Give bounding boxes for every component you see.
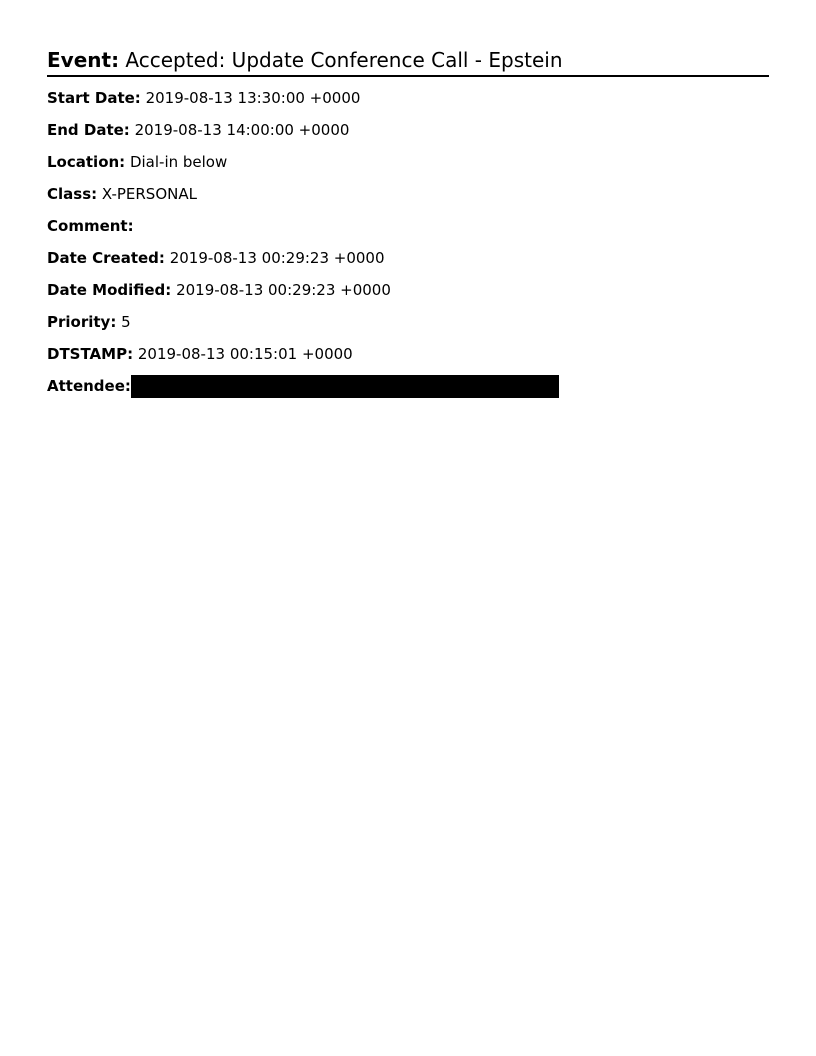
date-modified-value: 2019-08-13 00:29:23 +0000 [176, 281, 391, 299]
dtstamp-value: 2019-08-13 00:15:01 +0000 [137, 345, 353, 363]
priority-row [47, 312, 769, 332]
comment-label: Comment: [47, 217, 134, 235]
date-modified-label: Date Modified: [47, 281, 172, 299]
redaction-block [131, 375, 559, 398]
date-created-row [47, 248, 769, 268]
location-row [47, 152, 769, 172]
dtstamp-label: DTSTAMP: [47, 345, 134, 363]
class-value: X-PERSONAL [101, 185, 197, 203]
priority-value: 5 [121, 313, 131, 331]
event-fields [47, 88, 769, 396]
date-modified-row [47, 280, 769, 300]
priority-label: Priority: [47, 313, 117, 331]
date-created-value: 2019-08-13 00:29:23 +0000 [169, 249, 385, 267]
location-value: Dial-in below [129, 153, 228, 171]
attendee-row [47, 376, 769, 396]
date-created-label: Date Created: [47, 249, 165, 267]
start-date-value: 2019-08-13 13:30:00 +0000 [145, 89, 361, 107]
event-label: Event: [47, 48, 120, 72]
attendee-label: Attendee: [47, 377, 131, 395]
calendar-event-document [47, 46, 769, 408]
comment-row [47, 216, 769, 236]
start-date-label: Start Date: [47, 89, 141, 107]
event-title-header [47, 46, 769, 77]
event-title: Accepted: Update Conference Call - Epstein [125, 48, 563, 72]
end-date-label: End Date: [47, 121, 130, 139]
end-date-value: 2019-08-13 14:00:00 +0000 [134, 121, 350, 139]
location-label: Location: [47, 153, 126, 171]
end-date-row [47, 120, 769, 140]
dtstamp-row [47, 344, 769, 364]
class-row [47, 184, 769, 204]
class-label: Class: [47, 185, 98, 203]
start-date-row [47, 88, 769, 108]
